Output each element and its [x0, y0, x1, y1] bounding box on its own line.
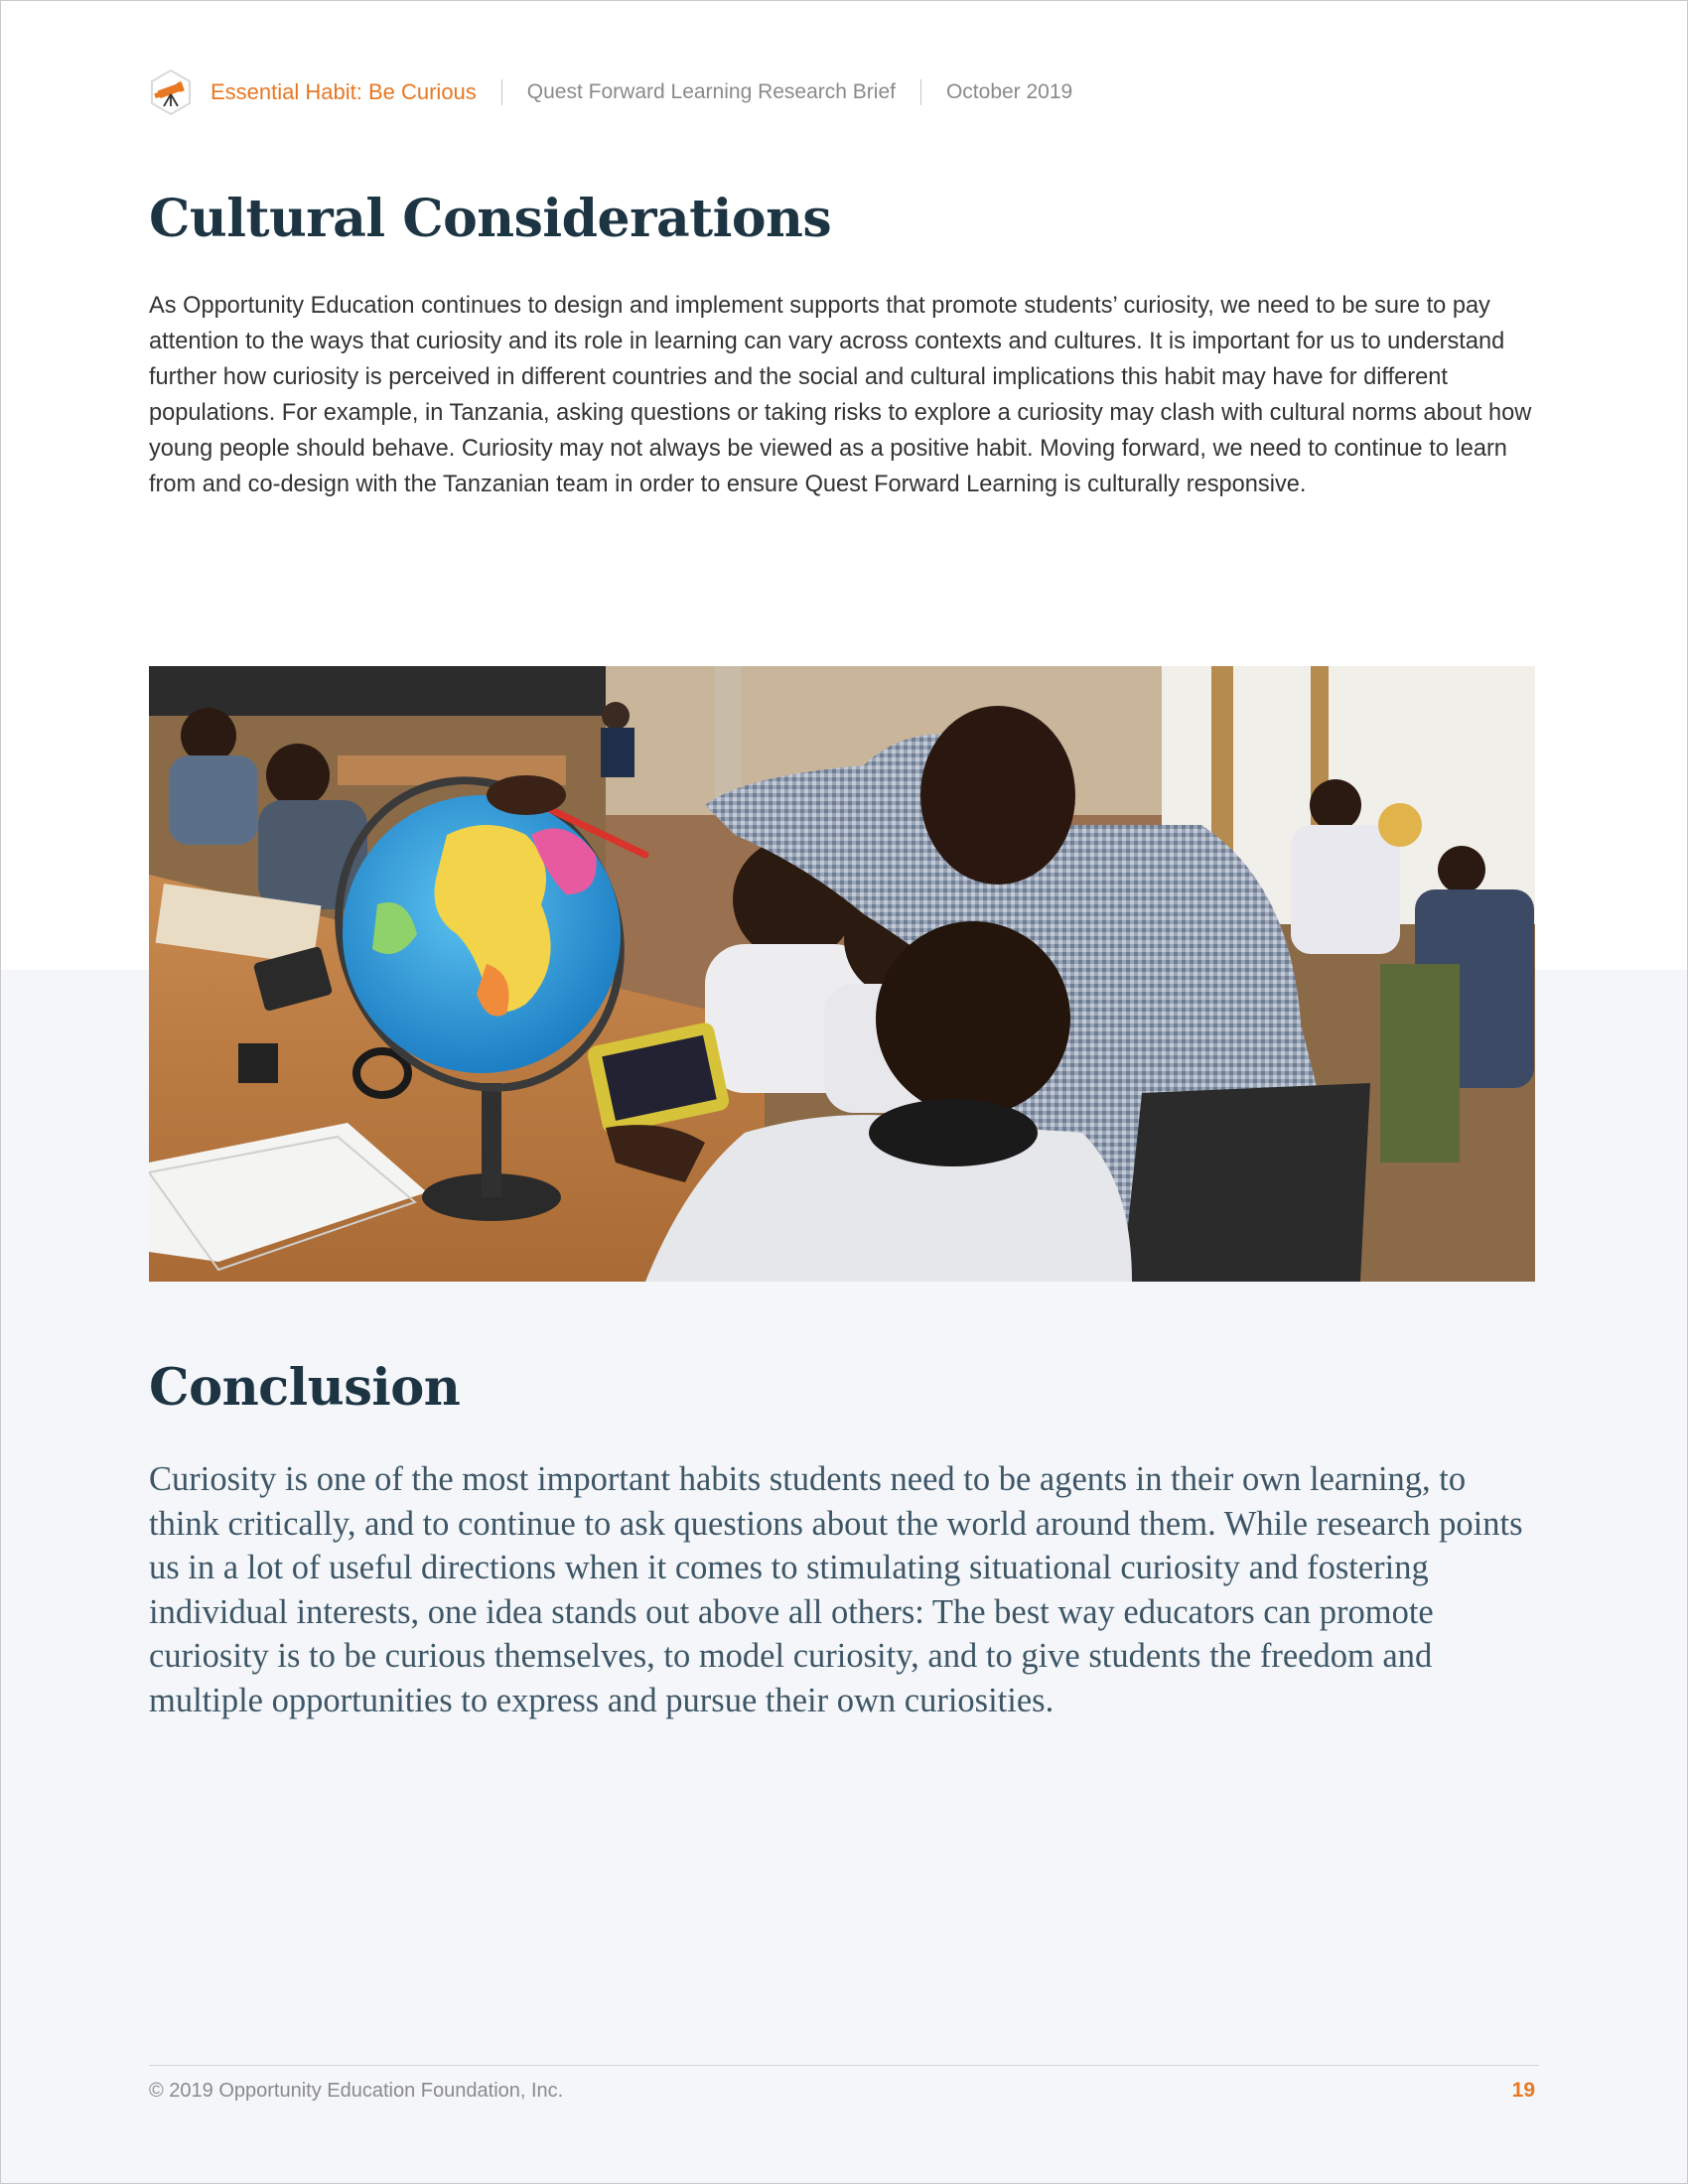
classroom-photo-illustration: [149, 666, 1535, 1282]
header-divider: [501, 79, 502, 105]
footer-divider: [149, 2065, 1539, 2066]
copyright-notice: © 2019 Opportunity Education Foundation, Inc.: [149, 2080, 564, 2102]
conclusion-paragraph: Curiosity is one of the most important habits students need to be agents in their own learning, to think critically, and to continue to ask questions about the world around them. While research points us in a lot of useful directions when it comes to stimulating situational curiosity and fostering individual interests, one idea stands out above all others: The best way educators can promote curiosity is to be curious themselves, to model curiosity, and to give students the freedom and multiple opportunities to express and pursue their own curiosities.: [149, 1460, 1523, 1719]
telescope-icon: [149, 68, 193, 116]
page-header: [149, 68, 1072, 117]
brief-title: Quest Forward Learning Research Brief: [526, 80, 896, 103]
page-number: 19: [1511, 2079, 1535, 2102]
section-heading-conclusion: Conclusion: [149, 1358, 461, 1418]
section-heading-cultural-considerations: Cultural Considerations: [149, 189, 832, 249]
habit-title: Essential Habit: Be Curious: [211, 79, 477, 104]
cultural-considerations-paragraph: As Opportunity Education continues to design and implement supports that promote students’ curiosity, we need to be sure to pay attention to the ways that curiosity and its role in learning can vary across contexts and cultures. It is important for us to understand further how curiosity is perceived in different countries and the social and cultural implications this habit may have for different populations. For example, in Tanzania, asking questions or taking risks to explore a curiosity may clash with cultural norms about how young people should behave. Curiosity may not always be viewed as a positive habit. Moving forward, we need to continue to learn from and co-design with the Tanzanian team in order to ensure Quest Forward Learning is culturally responsive.: [149, 293, 1532, 497]
classroom-photo: [149, 666, 1535, 1282]
header-divider: [920, 79, 921, 105]
publication-date: October 2019: [945, 80, 1073, 103]
